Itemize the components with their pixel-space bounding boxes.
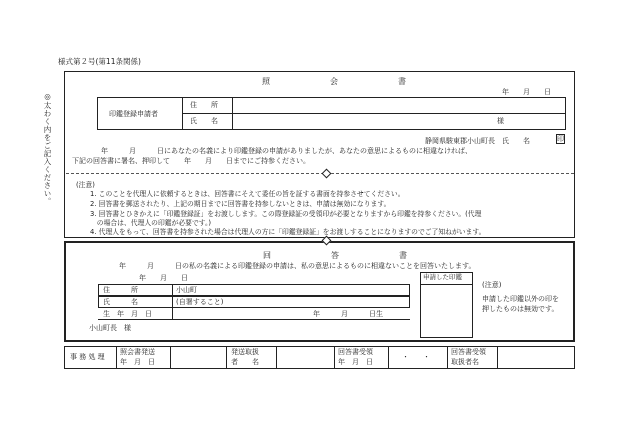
reply-name-value[interactable]: (自署すること) xyxy=(176,298,224,306)
office-col4-value[interactable] xyxy=(499,348,573,367)
name-label: 氏 名 xyxy=(190,117,218,125)
reply-statement: 年 月 日の私の名義による印鑑登録の申請は、私の意思によるものに相違ないことを回答いたします。 xyxy=(119,262,476,270)
reply-addressee: 小山町長 様 xyxy=(89,324,131,332)
office-divider-1 xyxy=(116,346,117,369)
reply-date: 年 月 日 xyxy=(139,274,188,282)
office-divider-3 xyxy=(226,346,227,369)
notes-item-4: 4. 代理人をもって、回答書を持参された場合は代理人の方に「印鑑登録証」をお渡しすることになりますのでご了知ねがいます。 xyxy=(90,228,486,236)
office-divider-7 xyxy=(447,346,448,369)
office-divider-4 xyxy=(276,346,277,369)
office-divider-8 xyxy=(497,346,498,369)
office-col2-value[interactable] xyxy=(278,348,332,367)
reply-birth-bottom xyxy=(98,319,410,320)
notice-date: 年 月 日 xyxy=(502,88,551,96)
reply-title: 回 答 書 xyxy=(263,251,433,260)
cut-line-1 xyxy=(66,173,574,174)
office-col4-line2: 取扱者名 xyxy=(451,358,479,366)
notice-body-line1: 年 月 日にあなたの名義により印鑑登録の申請がありましたが、あなたの意思によるものに相違なければ、 xyxy=(101,147,472,155)
office-col2-line1: 発送取扱 xyxy=(231,348,259,356)
reply-address-value[interactable]: 小山町 xyxy=(176,286,197,294)
office-col1-line1: 照会書発送 xyxy=(120,348,155,356)
reply-note-line1: 申請した印鑑以外の印を xyxy=(482,295,559,303)
office-col4-line1: 回答書受領 xyxy=(451,348,486,356)
notes-heading: (注意) xyxy=(76,181,95,189)
sender: 静岡県駿東郡小山町長 氏 名 xyxy=(425,137,530,145)
office-col2-line2: 者 名 xyxy=(231,358,259,366)
sender-seal: 印 xyxy=(557,135,564,143)
office-col1-line2: 年 月 日 xyxy=(120,358,155,366)
seal-box-label: 申請した印鑑 xyxy=(423,273,462,281)
address-field[interactable] xyxy=(232,97,566,114)
applicant-label: 印鑑登録申請者 xyxy=(109,110,158,118)
reply-name-row xyxy=(98,296,410,308)
reply-note-line2: 押したものは無効です。 xyxy=(482,305,559,313)
notice-body-line2: 下記の回答書に署名、押印して 年 月 日までにご持参ください。 xyxy=(72,157,310,165)
notes-item-3: 3. 回答書とひきかえに「印鑑登録証」をお渡しします。この際登録証の受領印が必要となりますから印鑑を持参ください。(代理 xyxy=(90,210,482,218)
reply-birth-label: 生 年 月 日 xyxy=(103,310,152,318)
office-col3-line1: 回答書受領 xyxy=(338,348,373,356)
office-divider-2 xyxy=(170,346,171,369)
notes-item-2: 2. 回答書を郵送されたり、上記の期日までに回答書を持参しないときは、申請は無効になります。 xyxy=(90,200,391,208)
notes-item-3-cont: の場合は、代理人の印鑑が必要です。) xyxy=(90,219,212,227)
reply-name-label: 氏 名 xyxy=(103,298,138,306)
address-label: 住 所 xyxy=(190,101,218,109)
notes-item-1: 1. このことを代理人に依頼するときは、回答書にそえて委任の旨を証する書面を持参させてください。 xyxy=(90,190,405,198)
office-col3-line2: 年 月 日 xyxy=(338,358,373,366)
office-col3-value[interactable]: ・ ・ xyxy=(402,353,430,361)
notice-title: 照 会 書 xyxy=(262,77,432,86)
form-code: 様式第２号(第11条関係) xyxy=(58,57,141,66)
reply-address-row xyxy=(98,284,410,296)
honorific: 様 xyxy=(497,117,504,125)
seal-box[interactable] xyxy=(420,272,473,338)
office-col1-value[interactable] xyxy=(172,348,224,367)
reply-birth-value[interactable]: 年 月 日生 xyxy=(313,310,383,318)
reply-address-label: 住 所 xyxy=(103,286,138,294)
side-note: ◎太わく内をご記入ください。 xyxy=(43,92,52,206)
reply-note-heading: (注意) xyxy=(482,281,502,289)
office-label: 事 務 処 理 xyxy=(70,353,105,361)
office-divider-6 xyxy=(388,346,389,369)
seal-box-divider xyxy=(420,284,473,285)
name-field[interactable] xyxy=(232,113,566,130)
office-divider-5 xyxy=(334,346,335,369)
